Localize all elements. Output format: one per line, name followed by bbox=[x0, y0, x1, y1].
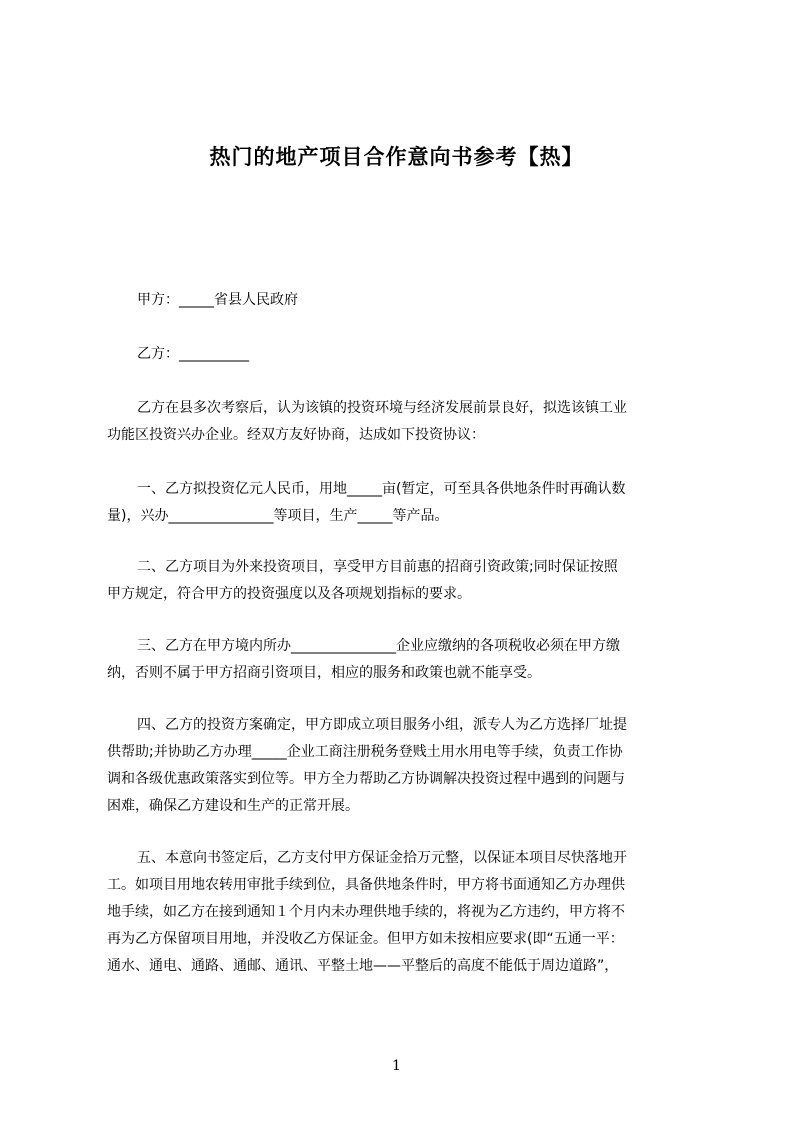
paragraph-line: 三、乙方在甲方境内所办_______________企业应缴纳的各项税收必须在甲方缴 bbox=[137, 638, 620, 654]
paragraph-line: 纳，否则不属于甲方招商引资项目，相应的服务和政策也就不能享受。 bbox=[107, 665, 541, 681]
paragraph-line: 再为乙方保留项目用地，并没收乙方保证金。但甲方如未按相应要求(即“五通一平： bbox=[107, 931, 624, 947]
document-title: 热门的地产项目合作意向书参考【热】 bbox=[209, 145, 584, 169]
page-number: 1 bbox=[392, 1058, 401, 1074]
party-b-line: 乙方：__________ bbox=[137, 346, 249, 362]
paragraph-line: 四、乙方的投资方案确定，甲方即成立项目服务小组，派专人为乙方选择厂址提 bbox=[137, 717, 627, 733]
paragraph-line: 甲方规定，符合甲方的投资强度以及各项规划指标的要求。 bbox=[107, 586, 471, 602]
paragraph-line: 二、乙方项目为外来投资项目，享受甲方目前惠的招商引资政策;同时保证按照 bbox=[137, 559, 618, 575]
party-a-line: 甲方：_____省县人民政府 bbox=[137, 292, 298, 308]
paragraph-line: 量)，兴办_______________等项目，生产_____等产品。 bbox=[107, 508, 449, 524]
paragraph-line: 通水、通电、通路、通邮、通讯、平整土地——平整后的高度不能低于周边道路”， bbox=[107, 958, 619, 974]
paragraph-line: 五、本意向书签定后，乙方支付甲方保证金拾万元整，以保证本项目尽快落地开 bbox=[137, 850, 627, 866]
paragraph-line: 乙方在县多次考察后，认为该镇的投资环境与经济发展前景良好，拟选该镇工业 bbox=[137, 400, 627, 416]
paragraph-line: 工。如项目用地农转用审批手续到位，具备供地条件时，甲方将书面通知乙方办理供 bbox=[107, 877, 625, 893]
paragraph-line: 困难，确保乙方建设和生产的正常开展。 bbox=[107, 798, 359, 814]
paragraph-line: 功能区投资兴办企业。经双方友好协商，达成如下投资协议： bbox=[107, 427, 485, 443]
paragraph-line: 一、乙方拟投资亿元人民币，用地_____亩(暂定，可至具各供地条件时再确认数 bbox=[137, 481, 626, 497]
paragraph-line: 地手续，如乙方在接到通知１个月内未办理供地手续的，将视为乙方违约，甲方将不 bbox=[107, 904, 625, 920]
paragraph-line: 供帮助;并协助乙方办理_____企业工商注册税务登贱土用水用电等手续，负责工作协 bbox=[107, 744, 623, 760]
paragraph-line: 调和各级优惠政策落实到位等。甲方全力帮助乙方协调解决投资过程中遇到的问题与 bbox=[107, 771, 625, 787]
